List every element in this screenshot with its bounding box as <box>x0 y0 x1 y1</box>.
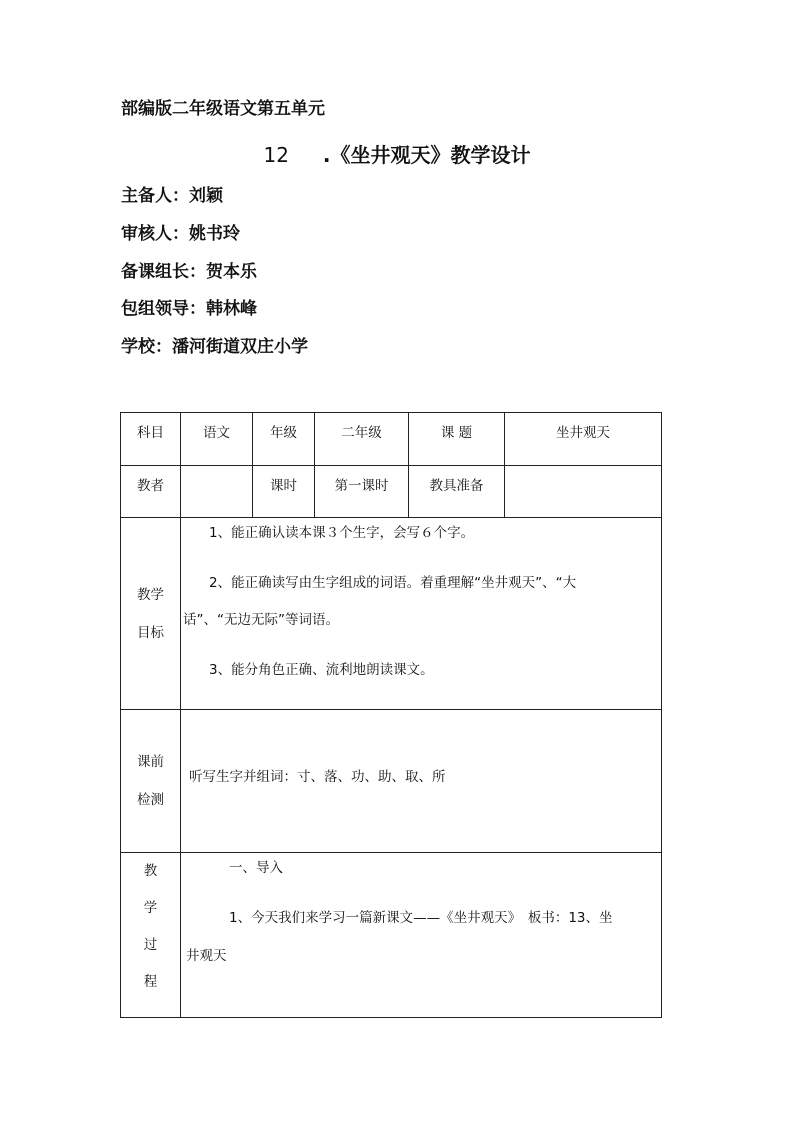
grade-label: 年级 <box>253 413 315 466</box>
teacher-value <box>181 466 253 518</box>
process-heading: 一、导入 <box>229 860 283 876</box>
process-para-line-1: 1、今天我们来学习一篇新课文——《坐井观天》 板书：13、坐 <box>229 910 613 926</box>
table-row <box>121 466 662 518</box>
period-label: 课时 <box>253 466 315 518</box>
grade-value: 二年级 <box>315 413 409 466</box>
meta-value: 姚书玲 <box>189 224 240 244</box>
process-label: 教 学 过 程 <box>121 853 181 1018</box>
topic-value: 坐井观天 <box>505 413 662 466</box>
meta-label: 学校： <box>121 337 172 357</box>
lesson-title: .《坐井观天》教学设计 <box>322 143 531 167</box>
goals-row <box>121 518 662 710</box>
meta-value: 刘颖 <box>189 186 223 206</box>
meta-label: 备课组长： <box>121 262 206 282</box>
precheck-row <box>121 710 662 853</box>
meta-preparer <box>121 186 223 206</box>
precheck-text: 听写生字并组词：寸、落、功、助、取、所 <box>189 769 446 785</box>
meta-school <box>121 337 308 357</box>
table-row <box>121 413 662 466</box>
meta-group-leader <box>121 262 257 282</box>
goal-3: 3、能分角色正确、流利地朗读课文。 <box>209 662 434 678</box>
goal-2-line-2: 话”、“无边无际”等词语。 <box>183 612 339 628</box>
meta-label: 主备人： <box>121 186 189 206</box>
meta-value: 贺本乐 <box>206 262 257 282</box>
lesson-number: 12 <box>263 143 289 167</box>
teacher-label: 教者 <box>121 466 181 518</box>
subject-value: 语文 <box>181 413 253 466</box>
process-content <box>181 853 662 1018</box>
tools-value <box>505 466 662 518</box>
process-para-line-2: 井观天 <box>186 948 227 964</box>
process-row <box>121 853 662 1018</box>
meta-value: 潘河街道双庄小学 <box>172 337 308 357</box>
meta-supervisor <box>121 299 257 319</box>
meta-label: 包组领导： <box>121 299 206 319</box>
subject-label: 科目 <box>121 413 181 466</box>
precheck-content <box>181 710 662 853</box>
meta-reviewer <box>121 224 240 244</box>
goals-label: 教学 目标 <box>121 518 181 710</box>
meta-label: 审核人： <box>121 224 189 244</box>
lesson-plan-table <box>120 412 662 1018</box>
goals-content <box>181 518 662 710</box>
goal-2-line-1: 2、能正确读写由生字组成的词语。着重理解“坐井观天”、“大 <box>209 575 577 591</box>
goal-1: 1、能正确认读本课３个生字，会写６个字。 <box>209 525 475 541</box>
precheck-label: 课前 检测 <box>121 710 181 853</box>
unit-subtitle: 部编版二年级语文第五单元 <box>121 99 325 119</box>
meta-value: 韩林峰 <box>206 299 257 319</box>
tools-label: 教具准备 <box>409 466 505 518</box>
period-value: 第一课时 <box>315 466 409 518</box>
topic-label: 课 题 <box>409 413 505 466</box>
document-title <box>0 143 794 167</box>
